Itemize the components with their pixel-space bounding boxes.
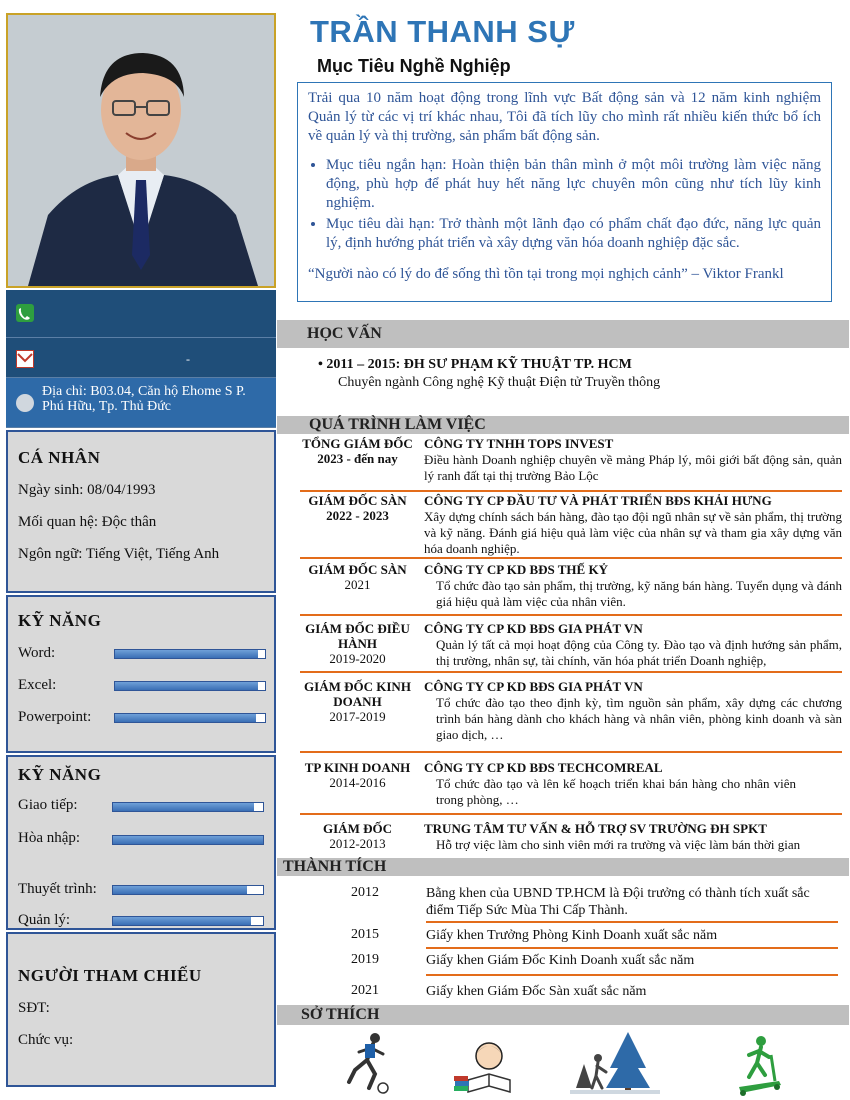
- education-degree: • 2011 – 2015: ĐH SƯ PHẠM KỸ THUẬT TP. HCM: [318, 357, 632, 372]
- skill-label: Hòa nhập:: [18, 830, 81, 846]
- job-period: 2022 - 2023: [326, 508, 389, 523]
- personal-title: CÁ NHÂN: [18, 448, 101, 467]
- reference-title: NGƯỜI THAM CHIẾU: [18, 966, 202, 985]
- skill-bar-fill: [115, 682, 258, 690]
- job-description: Tổ chức đào tạo và lên kế hoạch triển khai bán hàng cho nhân viên trong phòng, …: [436, 776, 796, 807]
- job-period: 2014-2016: [329, 775, 386, 790]
- job-period: 2023 - đến nay: [317, 451, 398, 466]
- job-company: CÔNG TY CP KD BĐS TECHCOMREAL: [424, 760, 663, 775]
- job-entry: [300, 493, 842, 559]
- job-role: [300, 821, 415, 851]
- reference-panel: [6, 932, 276, 1087]
- job-description: Tổ chức đào tạo sản phẩm, thị trường, kỹ năng bán hàng. Tuyển dụng và đánh giá hiệu quả làm việc của nhân viên.: [436, 578, 842, 609]
- skill-bar-fill: [113, 886, 247, 894]
- skill-bar-powerpoint: [114, 713, 266, 723]
- objective-box: [297, 82, 832, 302]
- education-header: HỌC VẤN: [277, 320, 849, 348]
- skill-label: Quản lý:: [18, 912, 71, 928]
- contact-address-row: [6, 378, 276, 428]
- education-major: Chuyên ngành Công nghệ Kỹ thuật Điện tử Truyền thông: [338, 375, 661, 390]
- education-degree-text: 2011 – 2015: ĐH SƯ PHẠM KỸ THUẬT TP. HCM: [326, 357, 632, 372]
- job-company: CÔNG TY CP ĐẦU TƯ VÀ PHÁT TRIỂN BĐS KHẢI HƯNG: [424, 493, 772, 508]
- hobbies-header: SỞ THÍCH: [277, 1005, 849, 1025]
- soft-skills-title: KỸ NĂNG: [18, 765, 102, 784]
- job-period: 2021: [344, 577, 371, 592]
- job-period: 2017-2019: [329, 709, 386, 724]
- achievement-divider: [426, 947, 838, 949]
- person-icon: [16, 394, 34, 412]
- achievement-text: Giấy khen Trưởng Phòng Kinh Doanh xuất sắc năm: [426, 928, 718, 943]
- job-period: 2019-2020: [329, 651, 386, 666]
- personal-panel: [6, 430, 276, 593]
- job-entry: [300, 821, 842, 857]
- treadmill-icon: [735, 1035, 785, 1100]
- mail-placeholder-dash: -: [186, 352, 190, 366]
- job-role-title: GIÁM ĐỐC SÀN: [308, 562, 407, 577]
- job-entry: [300, 621, 842, 673]
- achievement-year: 2015: [351, 927, 379, 942]
- skill-bar-fill: [113, 803, 254, 811]
- achievement-text: Bằng khen của UBND TP.HCM là Đội trưởng có thành tích xuất sắc điểm Tiếp Sức Mùa Thi Cấp Thành.: [426, 886, 810, 918]
- achievement-text: Giấy khen Giám Đốc Kinh Doanh xuất sắc năm: [426, 953, 695, 968]
- job-entry: [300, 760, 842, 815]
- achievement-text: Giấy khen Giám Đốc Sàn xuất sắc năm: [426, 984, 647, 999]
- objective-short-term: • Mục tiêu ngắn hạn: Hoàn thiện bản thân mình ở một môi trường làm việc năng động, phù hợp để phát huy hết năng lực chuyên môn cũng như tích lũy kinh nghiệm.: [326, 156, 821, 213]
- job-entry: [300, 562, 842, 616]
- job-company: CÔNG TY CP KD BĐS THẾ KỶ: [424, 562, 608, 577]
- job-role-title: GIÁM ĐỐC: [323, 821, 392, 836]
- skill-bar-communication: [112, 802, 264, 812]
- phone-icon: [16, 304, 34, 322]
- skill-label: Powerpoint:: [18, 709, 92, 725]
- achievement-year: 2021: [351, 983, 379, 998]
- job-role: [300, 760, 415, 790]
- job-role-title: GIÁM ĐỐC SÀN: [308, 493, 407, 508]
- job-entry: [300, 436, 842, 492]
- job-company: CÔNG TY CP KD BĐS GIA PHÁT VN: [424, 621, 643, 636]
- reference-phone: SĐT:: [18, 1000, 50, 1016]
- achievement-year: 2012: [351, 885, 379, 900]
- skill-bar-integration: [112, 835, 264, 845]
- job-description: Điều hành Doanh nghiệp chuyên về mảng Pháp lý, môi giới bất động sản, quản lý ranh đất tại thị trường Bảo Lộc: [424, 452, 842, 483]
- skill-bar-fill: [113, 917, 251, 925]
- achievement-divider: [426, 921, 838, 923]
- job-period: 2012-2013: [329, 836, 386, 851]
- skill-bar-word: [114, 649, 266, 659]
- job-role: [300, 679, 415, 724]
- job-role-title: GIÁM ĐỐC ĐIỀU HÀNH: [305, 621, 410, 651]
- dob-text: Ngày sinh: 08/04/1993: [18, 482, 156, 498]
- skill-label: Excel:: [18, 677, 57, 693]
- contact-phone-row: [6, 290, 276, 338]
- achievements-header: THÀNH TÍCH: [277, 858, 849, 876]
- skill-label: Giao tiếp:: [18, 797, 78, 813]
- job-description: Tổ chức đào tạo theo định kỳ, tìm nguồn sản phẩm, xây dựng các chương trình bán hàng dành cho khách hàng và nhân viên, phòng kinh doanh và sàn giao dịch, …: [436, 695, 842, 742]
- job-company: CÔNG TY CP KD BĐS GIA PHÁT VN: [424, 679, 643, 694]
- objective-long-term: • Mục tiêu dài hạn: Trở thành một lãnh đạo có phẩm chất đạo đức, năng lực quản lý, định hướng phát triển và xây dựng văn hóa doanh nghiệp đặc sắc.: [326, 215, 821, 253]
- experience-header: QUÁ TRÌNH LÀM VIỆC: [277, 416, 849, 434]
- education-entry: [318, 357, 660, 391]
- job-role: [300, 621, 415, 666]
- job-role: [300, 493, 415, 523]
- software-skills-panel: [6, 595, 276, 753]
- job-description: Quản lý tất cả mọi hoạt động của Công ty. Đào tạo và định hướng sản phẩm, thị trường, nhân sự, tài chính, văn hóa phát triển Doanh nghiệp,: [436, 637, 842, 668]
- objective-title: Mục Tiêu Nghề Nghiệp: [317, 56, 511, 76]
- job-role-title: GIÁM ĐỐC KINH DOANH: [304, 679, 411, 709]
- skill-bar-presentation: [112, 885, 264, 895]
- achievement-divider: [426, 974, 838, 976]
- job-company: CÔNG TY TNHH TOPS INVEST: [424, 436, 614, 451]
- contact-mail-row: [6, 338, 276, 378]
- address-text: Địa chỉ: B03.04, Căn hộ Ehome S P. Phú Hữu, Tp. Thủ Đức: [42, 384, 246, 414]
- reading-icon: [452, 1040, 522, 1100]
- football-icon: [345, 1030, 390, 1100]
- skill-label: Word:: [18, 645, 56, 661]
- skill-label: Thuyết trình:: [18, 881, 97, 897]
- job-role-title: TỔNG GIÁM ĐỐC: [302, 436, 413, 451]
- reference-position: Chức vụ:: [18, 1032, 74, 1048]
- skill-bar-excel: [114, 681, 266, 691]
- objective-quote: “Người nào có lý do để sống thì tồn tại trong mọi nghịch cảnh” – Viktor Frankl: [308, 266, 784, 282]
- job-entry: [300, 679, 842, 753]
- relationship-text: Mối quan hệ: Độc thân: [18, 514, 157, 530]
- job-role-title: TP KINH DOANH: [304, 760, 411, 775]
- candidate-name: TRẦN THANH SỰ: [310, 14, 575, 49]
- objective-list: [326, 156, 821, 253]
- mail-icon: [16, 350, 34, 368]
- skill-bar-management: [112, 916, 264, 926]
- profile-photo: [6, 13, 276, 288]
- skill-bar-fill: [115, 650, 258, 658]
- job-company: TRUNG TÂM TƯ VẤN & HỖ TRỢ SV TRƯỜNG ĐH SPKT: [424, 821, 767, 836]
- skill-bar-fill: [113, 836, 263, 844]
- skill-bar-fill: [115, 714, 256, 722]
- achievement-year: 2019: [351, 952, 379, 967]
- soft-skills-panel: [6, 755, 276, 930]
- job-description: Xây dựng chính sách bán hàng, đào tạo đội ngũ nhân sự về sản phẩm, thị trường và kỹ năng. Đánh giá hiệu quả làm việc của nhân sự và tham gia xây dựng văn hóa doanh nghiệp.: [424, 509, 842, 556]
- job-role: [300, 562, 415, 592]
- objective-intro: Trải qua 10 năm hoạt động trong lĩnh vực Bất động sản và 12 năm kinh nghiệm Quản lý từ các vị trí khác nhau, Tôi đã tích lũy cho mình rất nhiều kiến thức bổ ích về quản lý và thị trường, sản phẩm bất động sản.: [308, 90, 821, 144]
- languages-text: Ngôn ngữ: Tiếng Việt, Tiếng Anh: [18, 546, 220, 562]
- camping-icon: [570, 1028, 660, 1100]
- job-role: [300, 436, 415, 466]
- software-skills-title: KỸ NĂNG: [18, 611, 102, 630]
- job-description: Hỗ trợ việc làm cho sinh viên mới ra trường và việc làm bán thời gian: [436, 837, 801, 852]
